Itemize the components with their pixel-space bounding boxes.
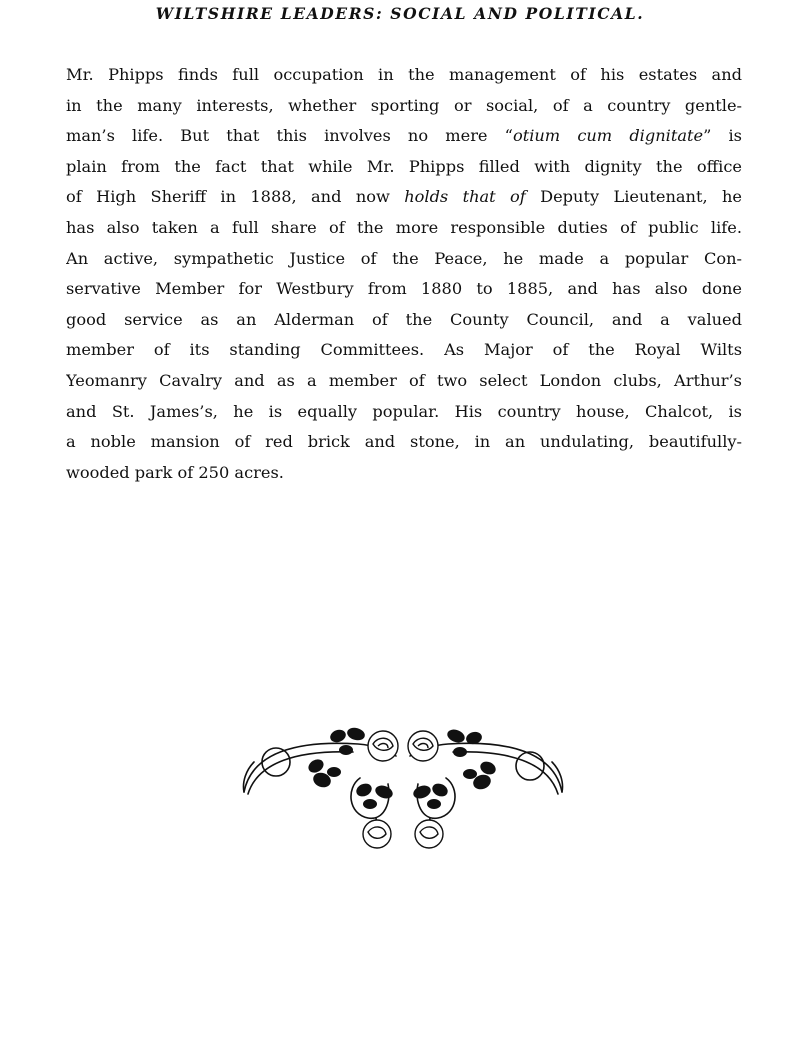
body-paragraph — [66, 60, 742, 488]
text-segment: and St. James’s, he is equally popular. His country house, Chalcot, is — [66, 401, 742, 421]
text-line — [66, 397, 742, 428]
text-segment: a noble mansion of red brick and stone, in an undulating, beautifully- — [66, 432, 742, 452]
text-line — [66, 427, 742, 458]
text-segment: good service as an Alderman of the County Council, and a valued — [66, 309, 742, 329]
text-segment: An active, sympathetic Justice of the Peace, he made a popular Con- — [66, 248, 742, 268]
text-segment: member of its standing Committees. As Major of the Royal Wilts — [66, 340, 742, 360]
text-segment: man’s life. But that this involves no mere “ — [66, 126, 513, 146]
text-segment: of High Sheriff in 1888, and now — [66, 187, 405, 207]
text-segment: plain from the fact that while Mr. Phipps filled with dignity the office — [66, 156, 742, 176]
text-segment: Yeomanry Cavalry and as a member of two select London clubs, Arthur’s — [66, 370, 742, 390]
text-segment: Mr. Phipps finds full occupation in the management of his estates and — [66, 65, 742, 84]
text-segment: servative Member for Westbury from 1880 to 1885, and has also done — [66, 279, 742, 299]
text-line — [66, 274, 742, 305]
text-segment: ” is — [703, 126, 742, 146]
latin-phrase: otium cum dignitate — [512, 126, 704, 146]
text-line — [66, 182, 742, 213]
text-line — [66, 91, 742, 122]
text-segment: has also taken a full share of the more responsible duties of public life. — [66, 217, 742, 237]
text-line — [66, 121, 742, 152]
running-head: WILTSHIRE LEADERS: SOCIAL AND POLITICAL. — [155, 4, 645, 23]
text-line — [66, 305, 742, 336]
text-line — [66, 152, 742, 183]
text-line — [66, 366, 742, 397]
text-segment: in the many interests, whether sporting or social, of a country gentle- — [66, 95, 742, 115]
text-line — [66, 458, 742, 489]
rose-garland-ornament-icon — [238, 722, 568, 850]
italic-segment: holds that of — [404, 187, 526, 207]
text-line — [66, 335, 742, 366]
text-line — [66, 60, 742, 91]
text-line — [66, 213, 742, 244]
text-segment: wooded park of 250 acres. — [66, 462, 284, 482]
text-segment: Deputy Lieutenant, he — [525, 187, 742, 207]
text-line — [66, 244, 742, 275]
